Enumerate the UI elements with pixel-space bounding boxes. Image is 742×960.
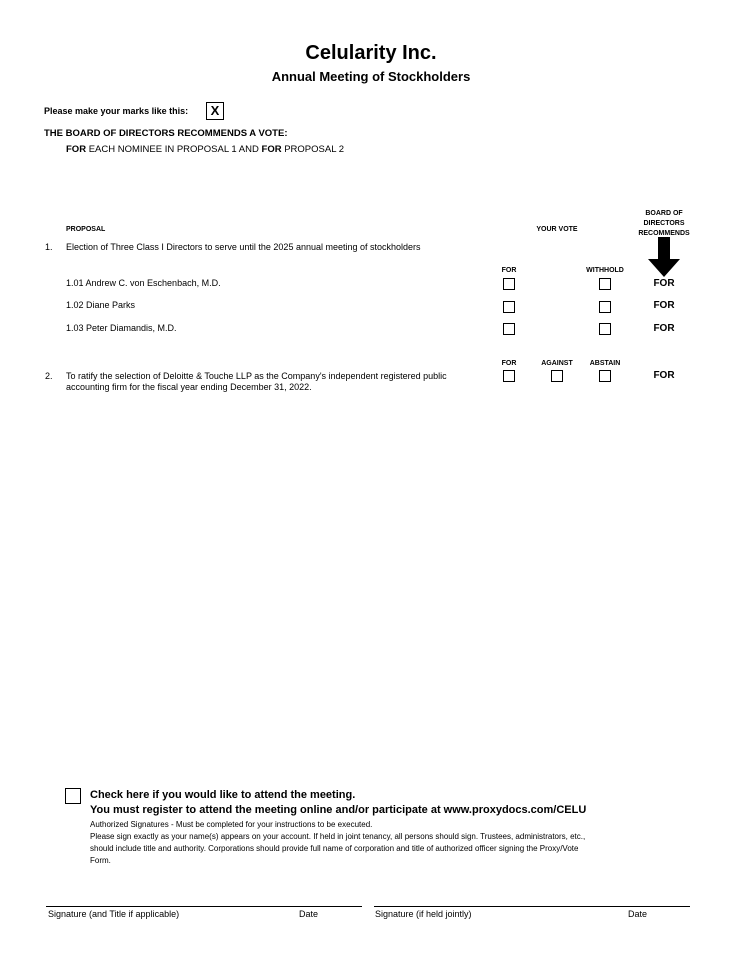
nominee1-for-checkbox[interactable]: [503, 278, 515, 290]
nominee1-board-recommend: FOR: [653, 278, 675, 289]
date1-label: Date: [299, 909, 319, 919]
signature1-line[interactable]: [46, 906, 362, 907]
rec-for-1: FOR: [66, 144, 87, 155]
proposal2-text-line1: To ratify the selection of Deloitte & Touche LLP as the Company's independent registered public: [66, 371, 447, 381]
document-title: Celularity Inc.: [305, 42, 437, 64]
signing-instructions-line3: Form.: [90, 856, 111, 865]
nominee-label: 1.02 Diane Parks: [66, 300, 136, 310]
proposal2-text: [66, 371, 447, 393]
proposal1-text: Election of Three Class I Directors to serve until the 2025 annual meeting of stockholders: [66, 242, 421, 252]
proposal1-number: 1.: [45, 242, 53, 252]
proposal2-against-checkbox[interactable]: [551, 370, 563, 382]
nominee2-board-recommend: FOR: [653, 300, 675, 311]
signature1-label: Signature (and Title if applicable): [48, 909, 180, 919]
signing-instructions-line1: Please sign exactly as your name(s) appears on your account. If held in joint tenancy, all persons should sign. Trustees, administrators, etc.,: [90, 832, 586, 841]
proposal-column-header: PROPOSAL: [66, 226, 106, 233]
rec-mid: EACH NOMINEE IN PROPOSAL 1 AND: [86, 144, 262, 155]
attend-meeting-checkbox[interactable]: [65, 788, 81, 804]
proposal2-for-checkbox[interactable]: [503, 370, 515, 382]
signature2-line[interactable]: [374, 906, 690, 907]
board-recommends-column-header: [630, 209, 698, 239]
nominee-label: 1.03 Peter Diamandis, M.D.: [66, 323, 177, 333]
nominee3-board-recommend: FOR: [653, 323, 675, 334]
board-recommends-heading: THE BOARD OF DIRECTORS RECOMMENDS A VOTE:: [44, 128, 288, 139]
proposal2-abstain-checkbox[interactable]: [599, 370, 611, 382]
proposal2-board-recommend: FOR: [653, 370, 675, 381]
marks-label: Please make your marks like this:: [44, 106, 189, 116]
attend-register-text: You must register to attend the meeting online and/or participate at www.proxydocs.com/CELU: [90, 804, 587, 816]
proposal2-for-header: FOR: [501, 360, 517, 367]
signing-instructions: [90, 831, 690, 867]
proposal2-against-header: AGAINST: [541, 360, 573, 367]
rec-end: PROPOSAL 2: [281, 144, 345, 155]
nominee3-withhold-checkbox[interactable]: [599, 323, 611, 335]
mark-example-box: X: [206, 102, 224, 120]
proposal1-for-header: FOR: [501, 267, 517, 274]
nominee3-for-checkbox[interactable]: [503, 323, 515, 335]
board-recommends-line: [66, 144, 344, 155]
date2-label: Date: [628, 909, 648, 919]
proposal2-text-line2: accounting firm for the fiscal year ending December 31, 2022.: [66, 382, 312, 392]
proposal1-withhold-header: WITHHOLD: [586, 267, 624, 274]
board-header-line1: BOARD OF: [645, 210, 683, 217]
proposal2-number: 2.: [45, 371, 53, 381]
board-header-line3: RECOMMENDS: [638, 230, 690, 237]
nominee2-withhold-checkbox[interactable]: [599, 301, 611, 313]
nominee1-withhold-checkbox[interactable]: [599, 278, 611, 290]
down-arrow-icon: [648, 237, 680, 277]
rec-for-2: FOR: [261, 144, 282, 155]
your-vote-column-header: YOUR VOTE: [536, 226, 578, 233]
document-subtitle: Annual Meeting of Stockholders: [271, 69, 471, 84]
nominee2-for-checkbox[interactable]: [503, 301, 515, 313]
signing-instructions-line2: should include title and authority. Corporations should provide full name of corporation and title of authorized officer signing the Proxy/Vote: [90, 844, 579, 853]
attend-check-text: Check here if you would like to attend the meeting.: [90, 789, 356, 801]
signature2-label: Signature (if held jointly): [375, 909, 472, 919]
nominee-label: 1.01 Andrew C. von Eschenbach, M.D.: [66, 278, 221, 288]
board-header-line2: DIRECTORS: [643, 220, 685, 227]
proposal2-abstain-header: ABSTAIN: [589, 360, 621, 367]
authorized-signatures-note: Authorized Signatures - Must be completed for your instructions to be executed.: [90, 820, 373, 829]
